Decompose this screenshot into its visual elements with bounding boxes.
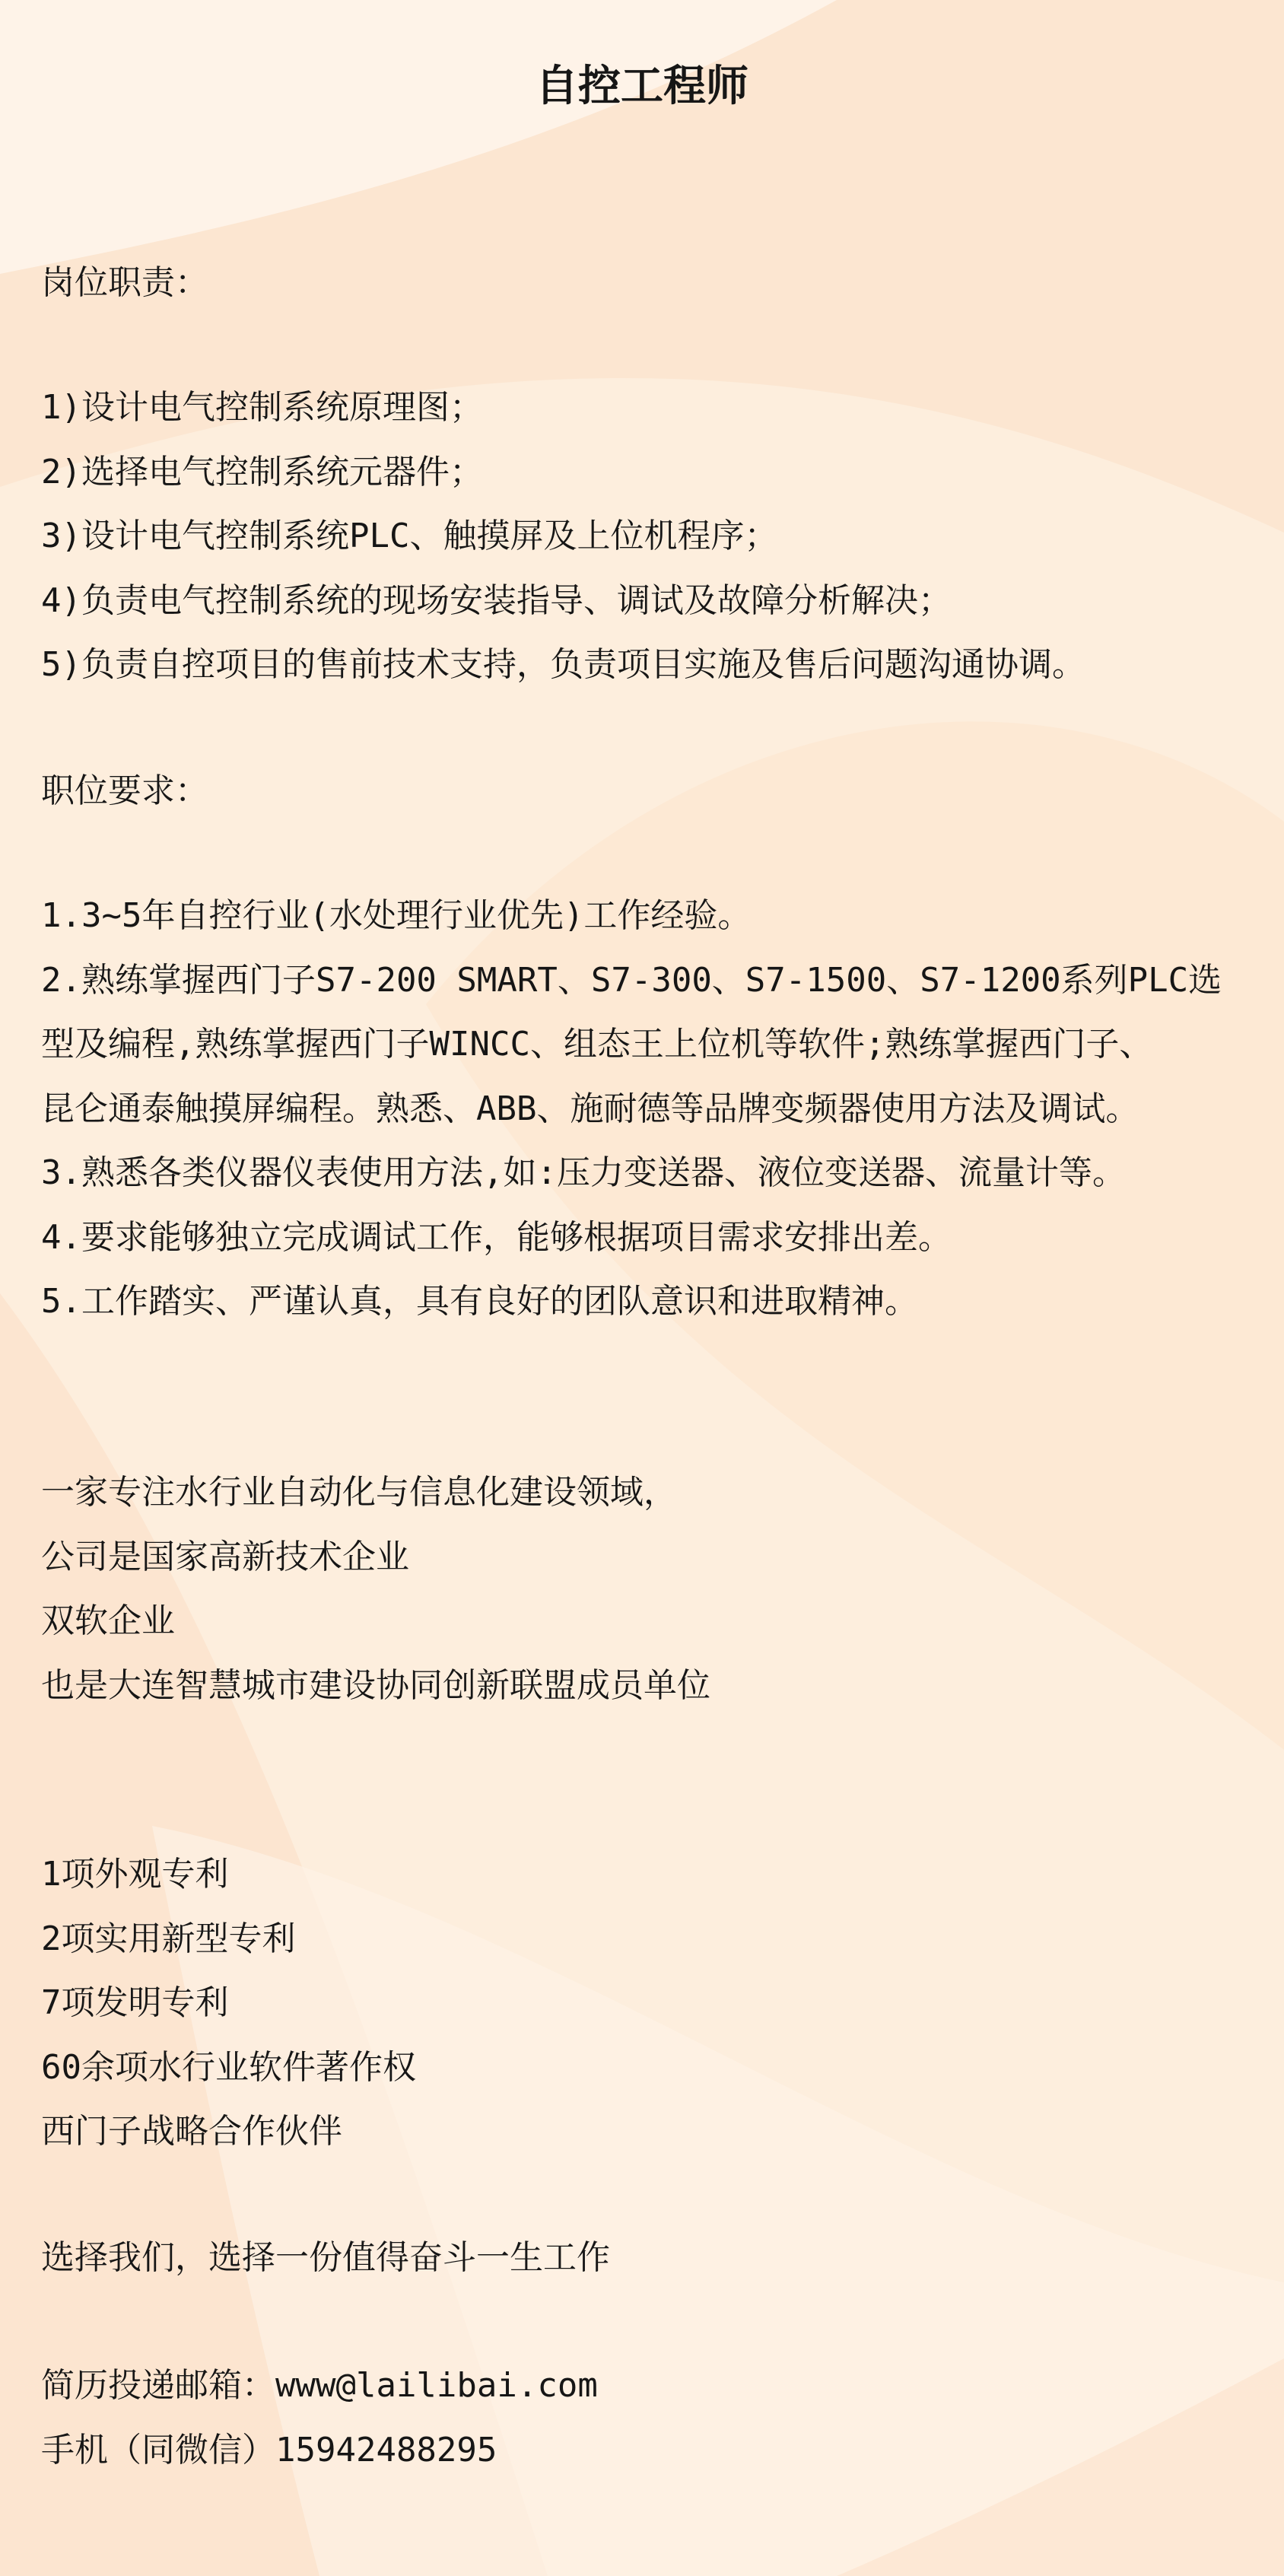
duties-section [41,251,1258,316]
company-line: 双软企业 [41,1601,175,1640]
company-line: 公司是国家高新技术企业 [41,1537,409,1576]
company-intro [41,1461,1258,1718]
achievement-line: 60余项水行业软件著作权 [41,2047,416,2087]
achievement-line: 西门子战略合作伙伴 [41,2112,342,2151]
contact-section [41,2354,1258,2482]
requirement-line: 型及编程,熟练掌握西门子WINCC、组态王上位机等软件;熟练掌握西门子、 [41,1025,1153,1064]
email-line: 简历投递邮箱：www@lailibai.com [41,2366,598,2405]
requirements-list [41,884,1258,1334]
phone-line: 手机（同微信）15942488295 [41,2430,497,2469]
achievements-list [41,1843,1258,2164]
duty-item: 3)设计电气控制系统PLC、触摸屏及上位机程序； [41,517,778,555]
duties-heading: 岗位职责： [41,263,208,302]
requirement-line: 1.3~5年自控行业(水处理行业优先)工作经验。 [41,896,752,935]
requirements-heading: 职位要求： [41,771,208,810]
achievement-line: 1项外观专利 [41,1855,229,1894]
requirements-section [41,759,1258,824]
achievement-line: 7项发明专利 [41,1983,229,2022]
requirement-line: 昆仑通泰触摸屏编程。熟悉、ABB、施耐德等品牌变频器使用方法及调试。 [41,1089,1139,1128]
duty-item: 1)设计电气控制系统原理图； [41,388,483,427]
achievement-line: 2项实用新型专利 [41,1919,296,1958]
requirement-line: 5.工作踏实、严谨认真，具有良好的团队意识和进取精神。 [41,1282,918,1321]
requirement-line: 2.熟练掌握西门子S7-200 SMART、S7-300、S7-1500、S7-1200系列PLC选 [41,960,1222,1000]
slogan-section [41,2226,1258,2291]
company-line: 一家专注水行业自动化与信息化建设领域， [41,1473,677,1512]
duty-item: 2)选择电气控制系统元器件； [41,452,483,491]
duty-item: 5)负责自控项目的售前技术支持，负责项目实施及售后问题沟通协调。 [41,645,1085,684]
page-title: 自控工程师 [536,62,748,111]
slogan: 选择我们，选择一份值得奋斗一生工作 [41,2238,610,2277]
requirement-line: 3.熟悉各类仪器仪表使用方法,如:压力变送器、液位变送器、流量计等。 [41,1153,1126,1192]
duty-item: 4)负责电气控制系统的现场安装指导、调试及故障分析解决； [41,580,952,620]
duties-list [41,376,1258,698]
company-line: 也是大连智慧城市建设协同创新联盟成员单位 [41,1665,710,1705]
requirement-line: 4.要求能够独立完成调试工作，能够根据项目需求安排出差。 [41,1217,952,1257]
